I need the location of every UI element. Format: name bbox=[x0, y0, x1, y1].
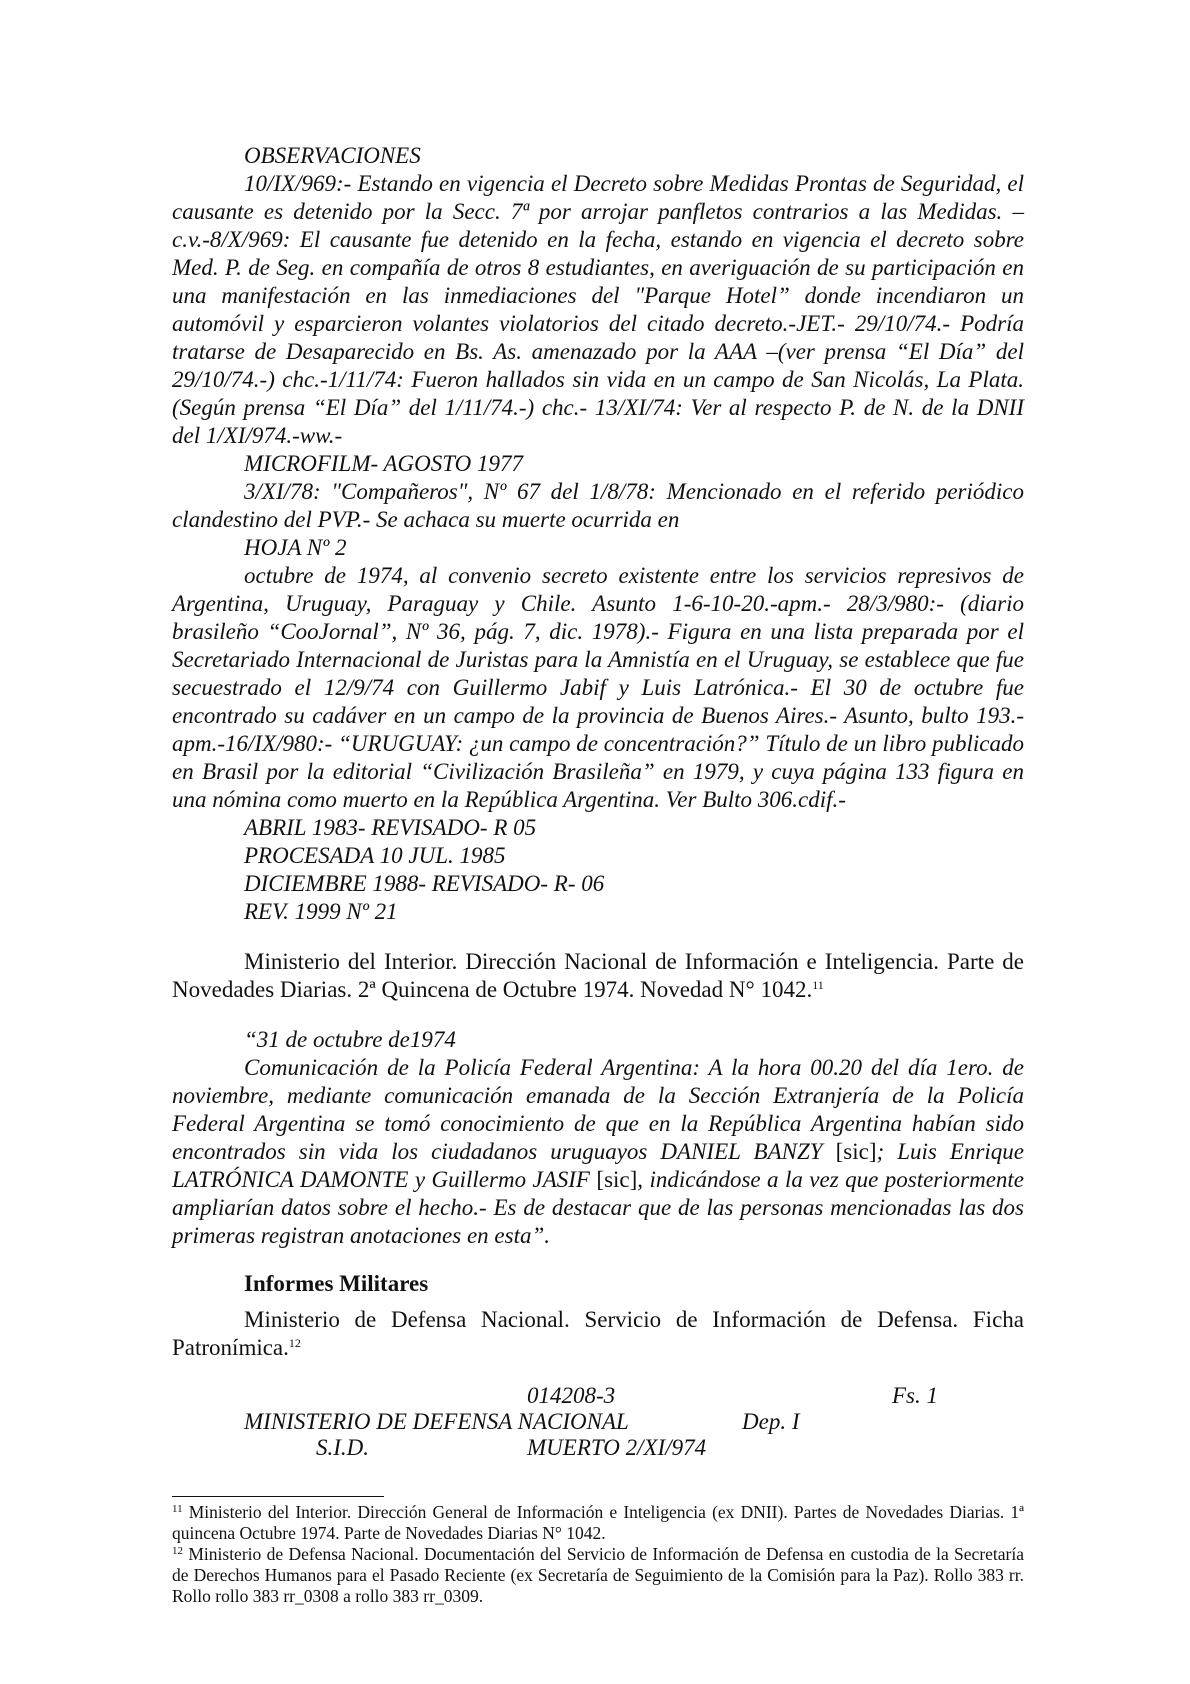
footnote-11 bbox=[172, 1502, 1024, 1544]
observaciones-entry-1: 10/IX/969:- Estando en vigencia el Decreto sobre Medidas Prontas de Seguridad, el causante es detenido por la Secc. 7ª por arrojar panfletos contrarios a las Medidas. –c.v.-8/X/969: El causante fue detenido en la fecha, estando en vigencia el decreto sobre Med. P. de Seg. en compañía de otros 8 estudiantes, en averiguación de su participación en una manifestación en las inmediaciones del "Parque Hotel” donde incendiaron un automóvil y esparcieron volantes violatorios del citado decreto.-JET.- 29/10/74.- Podría tratarse de Desaparecido en Bs. As. amenazado por la AAA –(ver prensa “El Día” del 29/10/74.-) chc.-1/11/74: Fueron hallados sin vida en un campo de San Nicolás, La Plata. (Según prensa “El Día” del 1/11/74.-) chc.- 13/XI/74: Ver al respecto P. de N. de la DNII del 1/XI/974.-ww.- bbox=[172, 171, 1024, 448]
comunicacion-part-1: Comunicación de la Policía Federal Argentina: A la hora 00.20 del día 1ero. de noviembre, mediante comunicación emanada de la Sección Extranjería de la Policía Federal Argentina se tomó conocimiento de que en la República Argentina habían sido encontrados sin vida los ciudadanos uruguayos DANIEL BANZY bbox=[172, 1055, 1024, 1164]
sic-marker-1: [sic] bbox=[822, 1139, 877, 1164]
hoja-line: HOJA Nº 2 bbox=[244, 535, 347, 560]
ficha-ministerio: MINISTERIO DE DEFENSA NACIONAL bbox=[244, 1409, 629, 1434]
revision-line-3: DICIEMBRE 1988- REVISADO- R- 06 bbox=[244, 871, 605, 896]
ministerio-interior-paragraph bbox=[172, 948, 1024, 1004]
footnote-text-11: Ministerio del Interior. Dirección General de Información e Inteligencia (ex DNII). Partes de Novedades Diarias. 1ª quincena Octubre 1974. Parte de Novedades Diarias N° 1042. bbox=[172, 1502, 1025, 1543]
footnote-text-12: Ministerio de Defensa Nacional. Documentación del Servicio de Información de Defensa en custodia de la Secretaría de Derechos Humanos para el Pasado Reciente (ex Secretaría de Seguimiento de la Comisión para la Paz). Rollo 383 rr. Rollo rollo 383 rr_0308 a rollo 383 rr_0309. bbox=[172, 1544, 1025, 1606]
comunicacion-date: “31 de octubre de1974 bbox=[244, 1027, 456, 1052]
footnote-number-11: 11 bbox=[172, 1503, 183, 1515]
sic-marker-2: [sic] bbox=[589, 1167, 638, 1192]
microfilm-line: MICROFILM- AGOSTO 1977 bbox=[244, 451, 523, 476]
ficha-fs: Fs. 1 bbox=[892, 1383, 938, 1408]
informes-militares-paragraph bbox=[172, 1306, 1024, 1362]
comunicacion-part-3: , indicándose a la vez que posteriormente ampliarían datos sobre el hecho.- Es de destacar que de las personas mencionadas las dos primeras registran anotaciones en esta”. bbox=[172, 1167, 1025, 1248]
footnote-number-12: 12 bbox=[172, 1545, 183, 1557]
document-page bbox=[172, 142, 1024, 1462]
observaciones-entry-2: 3/XI/78: "Compañeros", Nº 67 del 1/8/78: Mencionado en el referido periódico clandestino del PVP.- Se achaca su muerte ocurrida en bbox=[172, 479, 1024, 532]
ficha-dep: Dep. I bbox=[742, 1409, 800, 1434]
revision-line-4: REV. 1999 Nº 21 bbox=[244, 899, 398, 924]
informes-militares-heading: Informes Militares bbox=[244, 1271, 429, 1296]
ministerio-interior-text: Ministerio del Interior. Dirección Nacional de Información e Inteligencia. Parte de Novedades Diarias. 2ª Quincena de Octubre 1974. Novedad N° 1042. bbox=[172, 949, 1024, 1002]
comunicacion-part-2: ; Luis Enrique LATRÓNICA DAMONTE y Guillermo JASIF bbox=[172, 1139, 1024, 1192]
ficha-sid: S.I.D. bbox=[316, 1435, 370, 1460]
observaciones-title: OBSERVACIONES bbox=[244, 143, 421, 168]
comunicacion-paragraph bbox=[172, 1054, 1024, 1250]
footnote-ref-12[interactable]: 12 bbox=[288, 1336, 301, 1350]
revision-line-1: ABRIL 1983- REVISADO- R 05 bbox=[244, 815, 537, 840]
footnote-12 bbox=[172, 1544, 1024, 1607]
informes-militares-text: Ministerio de Defensa Nacional. Servicio de Información de Defensa. Ficha Patronímica. bbox=[172, 1307, 1024, 1360]
ficha-header bbox=[172, 1382, 1024, 1462]
ficha-muerto: MUERTO 2/XI/974 bbox=[527, 1435, 707, 1460]
footnote-separator bbox=[172, 1496, 384, 1497]
observaciones-entry-3: octubre de 1974, al convenio secreto existente entre los servicios represivos de Argentina, Uruguay, Paraguay y Chile. Asunto 1-6-10-20.-apm.- 28/3/980:- (diario brasileño “CooJornal”, Nº 36, pág. 7, dic. 1978).- Figura en una lista preparada por el Secretariado Internacional de Juristas para la Amnistía en el Uruguay, se establece que fue secuestrado el 12/9/74 con Guillermo Jabif y Luis Latrónica.- El 30 de octubre fue encontrado su cadáver en un campo de la provincia de Buenos Aires.- Asunto, bulto 193.- apm.-16/IX/980:- “URUGUAY: ¿un campo de concentración?” Título de un libro publicado en Brasil por la editorial “Civilización Brasileña” en 1979, y cuya página 133 figura en una nómina como muerto en la República Argentina. Ver Bulto 306.cdif.- bbox=[172, 563, 1024, 812]
ficha-number: 014208-3 bbox=[527, 1383, 616, 1408]
revision-line-2: PROCESADA 10 JUL. 1985 bbox=[244, 843, 506, 868]
footnote-ref-11[interactable]: 11 bbox=[812, 978, 824, 992]
footnotes-section bbox=[172, 1502, 1024, 1607]
